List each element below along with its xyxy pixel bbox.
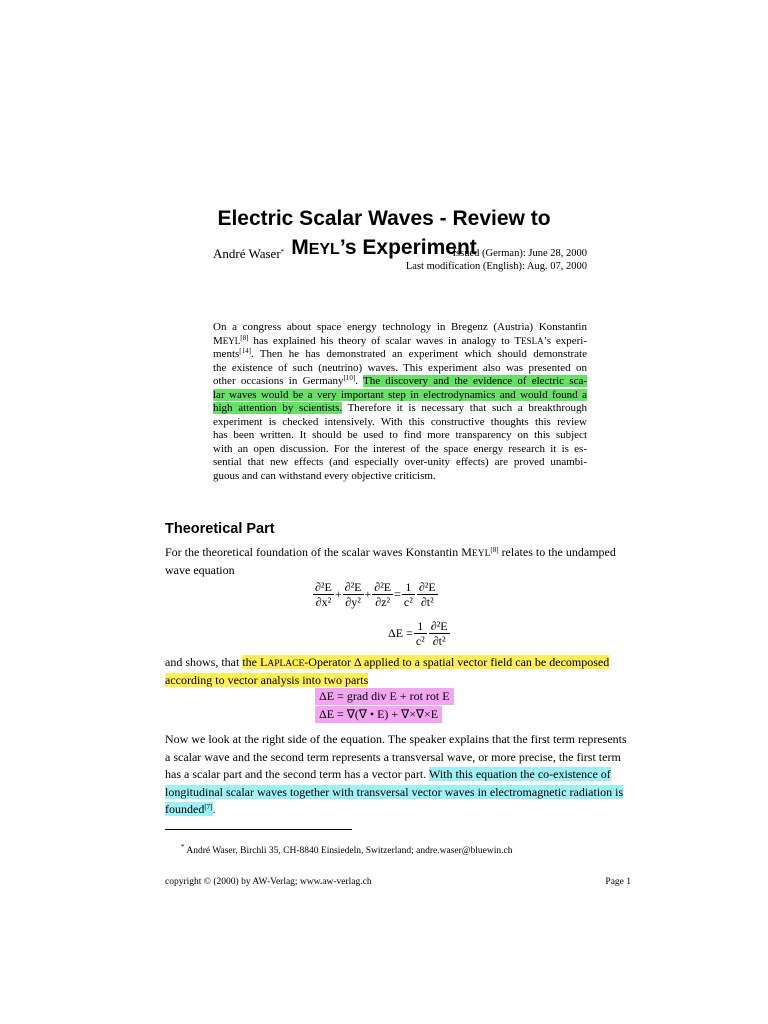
highlight-yellow: the LAPLACE-Operator Δ applied to a spatial vector field can be decomposed (242, 655, 610, 669)
footnote: * André Waser, Birchli 35, CH-8840 Einsiedeln, Switzerland; andre.waser@bluewin.ch (181, 843, 513, 856)
document-title (0, 204, 768, 264)
paragraph-1: For the theoretical foundation of the scalar waves Konstantin MEYL[8] relates to the undamped wave equation (165, 545, 616, 577)
highlight-green: lar waves would be a very important step in electrodynamics and would found a (213, 388, 587, 401)
vector-decomposition-1: ΔE = grad div E + rot rot E (315, 688, 454, 705)
highlight-cyan: With this equation the co-existence of (429, 767, 611, 781)
highlight-green: high attention by scientists. (213, 402, 343, 414)
author: André Waser* (213, 246, 285, 261)
vector-decomposition-2: ΔE = ∇(∇ • E) + ∇×∇×E (315, 706, 442, 723)
modified-date: Last modification (English): Aug. 07, 2000 (405, 261, 587, 272)
title-line-2: MEYL’s Experiment (291, 236, 477, 259)
laplace-equation: ΔE = $\frac{1}{\text{c²}}$ $\frac{\text{∂²E}}{\text{∂t²}}$ (388, 619, 448, 648)
footnote-rule (165, 829, 352, 830)
issue-dates (406, 247, 587, 273)
highlight-green: The discovery and the evidence of electric sca- (362, 375, 587, 387)
section-heading: Theoretical Part (165, 521, 275, 537)
paragraph-3: Now we look at the right side of the equation. The speaker explains that the first term represents a scalar wave and the second term represents a transversal wave, or more precise, the first term has a scalar part and the second term has a vector part. With this equation the co-existence of longitudinal scalar waves together with transversal vector waves in electromagnetic radiation is founded[7]. (165, 732, 627, 816)
highlight-yellow: according to vector analysis into two parts (165, 672, 369, 687)
page-number: Page 1 (605, 877, 631, 887)
paragraph-2: and shows, that the LAPLACE-Operator Δ applied to a spatial vector field can be decomposed according to vector analysis into two parts (165, 655, 610, 687)
abstract: On a congress about space energy technology in Bregenz (Austria) Konstantin MEYL[8] has explained his theory of scalar waves in analogy to TESLA’s experi- ments[14]. Then he has demonstrated an experiment which should demonstrate the existence of such (neutrino) waves. This experiment also was presented on other occasions in Germany[10]. The discovery and the evidence of electric sca- lar waves would be a very important step in electrodynamics and would found a high attention by scientists. Therefore it is necessary that such a breakthrough experiment is checked intensively. With this constructive thoughts this review has been written. It should be used to find more transparency on this subject with an open discussion. For the interest of the space energy research it is es- sential that new effects (and especially over-unity effects) are proved unambi- guous and can withstand every objective criticism. (213, 321, 587, 482)
page-footer (165, 877, 631, 887)
issued-date: Issued (German): June 28, 2000 (452, 248, 587, 259)
copyright-notice: copyright © (2000) by AW-Verlag; www.aw-verlag.ch (165, 877, 372, 887)
title-line-1: Electric Scalar Waves - Review to (217, 207, 551, 230)
wave-equation: $\frac{\text{∂²E}}{\text{∂x²}}$ + $\frac{\text{∂²E}}{\text{∂y²}}$ + $\frac{\text{∂²E}}{\text{∂z²}}$ = $\frac{1}{\text{c²}}$ $\frac{\text{∂²E}}{\text{∂t²}}$ (315, 580, 436, 609)
highlight-cyan: longitudinal scalar waves together with transversal vector waves in electromagnetic radiation is (165, 784, 624, 799)
highlight-cyan: founded[7] (165, 802, 213, 816)
